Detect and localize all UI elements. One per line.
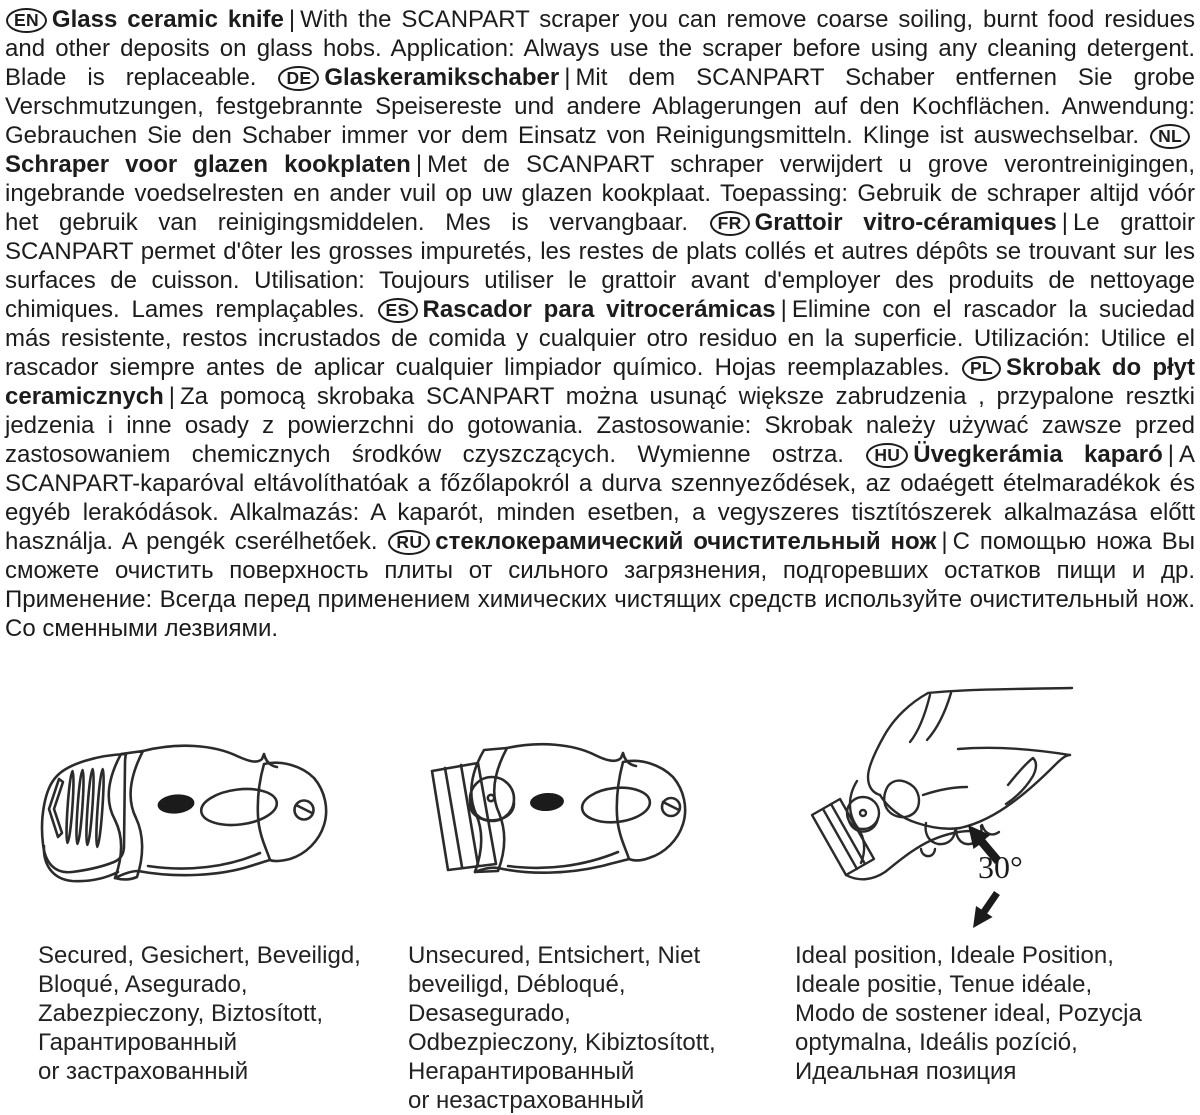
blade-line xyxy=(445,768,462,867)
figure-caption-unsecured xyxy=(408,941,758,1115)
hand-holding-scraper-illustration xyxy=(775,645,1125,945)
lock-button xyxy=(529,792,564,812)
arrow-down-icon xyxy=(973,891,1000,928)
section-title-en: Glass ceramic knife xyxy=(51,6,284,33)
section-title-hu: Üvegkerámia kaparó xyxy=(913,441,1163,468)
section-separator: | xyxy=(1061,209,1068,236)
lang-badge-nl: NL xyxy=(1150,124,1190,149)
caption-line: or незастрахованный xyxy=(408,1087,645,1114)
body-seam xyxy=(148,853,260,868)
finger-line xyxy=(927,693,951,740)
section-body-es: Elimine con el rascador la suciedad más resistente, restos incrustados de comida y cualquier otro residuo en la superficie. Utilización: Utilice el rascador siempre antes de aplicar cualquier limpiador químico. Hojas reemplazables. xyxy=(5,296,1196,381)
figure-secured xyxy=(30,740,360,940)
lang-badge-en: EN xyxy=(6,8,47,33)
section-body-hu: A SCANPART-kaparóval eltávolíthatóak a főzőlapokról a durva szennyeződések, az odaégett ételmaradékok és egyéb lerakódások. Alkalmazás: A kaparót, minden esetben, a vegyszeres tisztítószerek alkalmazása előtt használja. A pengék cserélhetőek. xyxy=(5,441,1195,555)
caption-line: Modo de sostener ideal, Pozycja xyxy=(795,1000,1142,1027)
knob-center-dot xyxy=(488,795,494,801)
caption-line: optymalna, Ideális pozíció, xyxy=(795,1029,1078,1056)
grip-oval xyxy=(199,785,279,829)
lock-button xyxy=(157,793,196,815)
angle-label: 30° xyxy=(978,849,1023,885)
cap-chevron xyxy=(49,779,63,837)
caption-line: or застрахованный xyxy=(38,1058,249,1085)
lang-badge-hu: HU xyxy=(866,443,908,468)
handle-foot-bump xyxy=(921,849,935,856)
caption-line: Ideal position, Ideale Position, xyxy=(795,942,1114,969)
section-separator: | xyxy=(168,383,175,410)
handle-bottom xyxy=(846,831,985,879)
section-title-es: Rascador para vitrocerámicas xyxy=(422,296,776,323)
caption-line: Odbezpieczony, Kibiztosított, xyxy=(408,1029,716,1056)
caption-line: beveiligd, Débloqué, xyxy=(408,971,626,998)
cap-slot xyxy=(95,769,105,847)
caption-line: Secured, Gesichert, Beveiligd, xyxy=(38,942,361,969)
section-title-ru: стеклокерамический очистительный нож xyxy=(435,528,937,555)
section-body-de: Mit dem SCANPART Schaber entfernen Sie grobe Verschmutzungen, festgebrannte Speisereste und andere Ablagerungen auf den Kochflächen. Anwendung: Gebrauchen Sie den Schaber immer vor dem Einsatz von Reinigungsmitteln. Klinge ist auswechselbar. xyxy=(5,64,1195,149)
section-body-nl: Met de SCANPART schraper verwijdert u grove verontreinigingen, ingebrande voedselresten en ander vuil op uw glazen kookplaat. Toepassing: Gebruik de schraper altijd vóór het gebruik van reinigingsmiddelen. Mes is vervangbaar. xyxy=(5,151,1195,236)
wrist-lower-line xyxy=(958,748,1070,755)
section-body-fr: Le grattoir SCANPART permet d'ôter les grosses impuretés, les restes de plats collés et autres dépôts se trouvant sur les surfaces de cuisson. Utilisation: Toujours utiliser le grattoir avant d'employer des produits de nettoyage chimiques. Lames remplaçables. xyxy=(5,209,1195,323)
unsecured-scraper-illustration xyxy=(370,740,710,940)
section-title-de: Glaskeramikschaber xyxy=(324,64,560,91)
handle-top-segment xyxy=(923,787,967,795)
thumb xyxy=(884,781,919,817)
section-body-ru: С помощью ножа Вы сможете очистить поверхность плиты от сильного загрязнения, подгоревших остатков пищи и др. Применение: Всегда перед применением химических чистящих средств используйте очистительный нож. Со сменными лезвиями. xyxy=(5,528,1195,642)
section-body-en: With the SCANPART scraper you can remove coarse soiling, burnt food residues and other deposits on glass hobs. Application: Always use the scraper before using any cleaning detergent. Blade is replaceable. xyxy=(5,6,1195,91)
section-title-pl: Skrobak do płyt ceramicznych xyxy=(5,354,1195,410)
caption-line: Desasegurado, xyxy=(408,1000,571,1027)
caption-line: Ideale positie, Tenue idéale, xyxy=(795,971,1093,998)
body-end-cap xyxy=(258,763,326,861)
section-separator: | xyxy=(780,296,787,323)
hanging-hole-chord xyxy=(663,802,679,810)
lang-badge-de: DE xyxy=(278,66,319,91)
section-body-pl: Za pomocą skrobaka SCANPART można usunąć większe zabrudzenia , przypalone resztki jedzenia i inne osady z powierzchni do gotowania. Zastosowanie: Skrobak należy używać zawsze przed zastosowaniem chemicznych środków czyszczących. Wymienne ostrza. xyxy=(5,383,1195,468)
section-title-fr: Grattoir vitro-céramiques xyxy=(754,209,1057,236)
lang-badge-pl: PL xyxy=(962,356,1001,381)
cap-slot xyxy=(85,769,95,845)
body-top-edge xyxy=(143,746,277,767)
caption-line: Zabezpieczony, Biztosított, xyxy=(38,1000,324,1027)
section-title-nl: Schraper voor glazen kookplaten xyxy=(5,151,411,178)
body-end-cap xyxy=(617,761,685,861)
section-separator: | xyxy=(1167,441,1174,468)
caption-line: Гарантированный xyxy=(38,1029,238,1056)
body-top-edge xyxy=(507,744,636,766)
knob-center-dot xyxy=(860,810,866,816)
instructions-paragraph xyxy=(5,5,1195,643)
cap-slot xyxy=(65,771,75,843)
section-separator: | xyxy=(288,6,296,33)
figure-caption-ideal-position xyxy=(795,941,1145,1086)
cap-slot xyxy=(75,770,85,844)
figure-caption-secured xyxy=(38,941,378,1086)
section-separator: | xyxy=(941,528,948,555)
section-separator: | xyxy=(415,151,423,178)
caption-line: Негарантированный xyxy=(408,1058,635,1085)
hanging-hole-chord xyxy=(296,805,312,813)
fingers-top xyxy=(960,755,1070,828)
locking-knob xyxy=(470,777,514,821)
lang-badge-ru: RU xyxy=(388,530,430,555)
lang-badge-es: ES xyxy=(378,298,418,323)
caption-line: Bloqué, Asegurado, xyxy=(38,971,248,998)
section-separator: | xyxy=(564,64,571,91)
lang-badge-fr: FR xyxy=(710,211,750,236)
secured-scraper-illustration xyxy=(30,740,360,940)
caption-line: Unsecured, Entsichert, Niet xyxy=(408,942,701,969)
figure-ideal-position xyxy=(775,645,1125,945)
figure-unsecured xyxy=(370,740,710,940)
caption-line: Идеальная позиция xyxy=(795,1058,1017,1085)
